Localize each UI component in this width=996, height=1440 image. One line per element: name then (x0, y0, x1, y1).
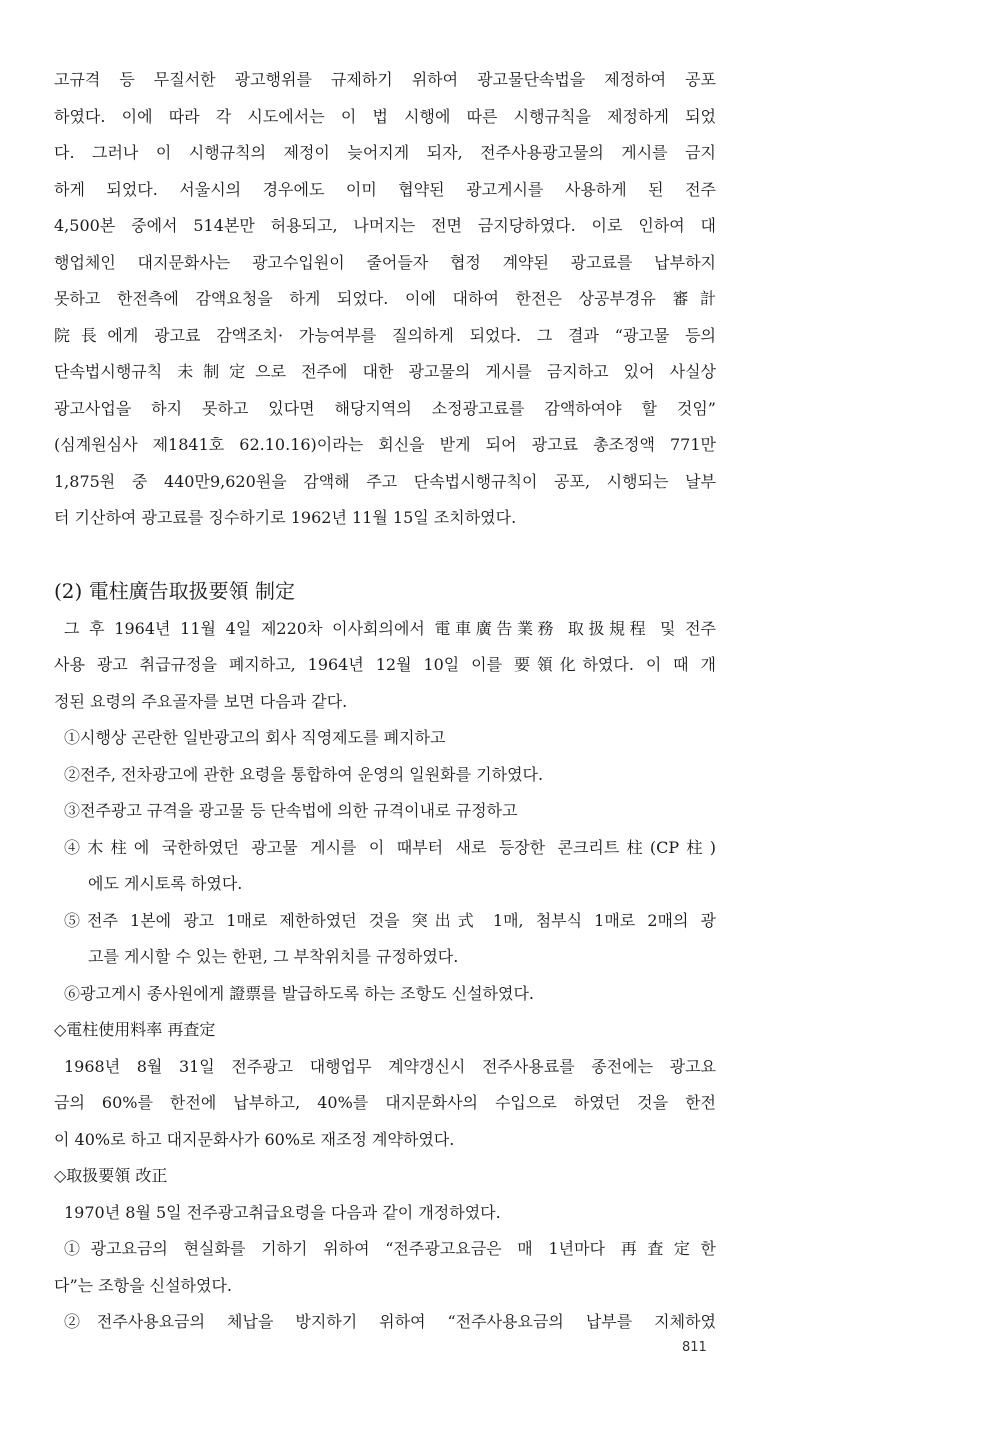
text-line: 1968년 8월 31일 전주광고 대행업무 계약갱신시 전주사용료를 종전에는 광고요 (64, 1056, 716, 1076)
text-line: 1970년 8월 5일 전주광고취급요령을 다음과 같이 개정하였다. (64, 1202, 501, 1222)
text-line: (심계원심사 제1841호 62.10.16)이라는 회신을 받게 되어 광고료 총조정액 771만 (54, 435, 716, 454)
text-line: 이 40%로 하고 대지문화사가 60%로 재조정 계약하였다. (54, 1129, 455, 1149)
text-line: 다”는 조항을 신설하였다. (54, 1275, 232, 1295)
text-line: 사용 광고 취급규정을 폐지하고, 1964년 12월 10일 이를 要領化하였다. 이 때 개 (54, 655, 716, 674)
text-line: 다. 그러나 이 시행규칙의 제정이 늦어지게 되자, 전주사용광고물의 게시를 금지 (54, 143, 716, 162)
subsection-title: ◇取扱要領 改正 (54, 1166, 168, 1185)
document-page (54, 62, 716, 1341)
text-line: 하게 되었다. 서울시의 경우에도 이미 협약된 광고게시를 사용하게 된 전주 (54, 179, 716, 199)
list-item-continuation: 고를 게시할 수 있는 한편, 그 부착위치를 규정하였다. (88, 947, 459, 966)
text-line: 금의 60%를 한전에 납부하고, 40%를 대지문화사의 수입으로 하였던 것을 한전 (54, 1093, 716, 1112)
list-item: ④木柱에 국한하였던 광고물 게시를 이 때부터 새로 등장한 콘크리트柱(CP柱) (64, 837, 716, 857)
list-item: ②전주, 전차광고에 관한 요령을 통합하여 운영의 일원화를 기하였다. (64, 764, 544, 784)
text-line: 4,500본 중에서 514본만 허용되고, 나머지는 전면 금지당하였다. 이로 인하여 대 (54, 216, 716, 235)
item-list (54, 720, 716, 1012)
list-item: ⑥광고게시 종사원에게 證票를 발급하도록 하는 조항도 신설하였다. (64, 983, 535, 1003)
paragraph-2 (54, 611, 716, 721)
paragraph-1 (54, 62, 716, 537)
list-item-continuation: 에도 게시토록 하였다. (88, 874, 243, 893)
subsection-title: ◇電柱使用料率 再査定 (54, 1020, 216, 1039)
text-line: 하였다. 이에 따라 각 시도에서는 이 법 시행에 따른 시행규칙을 제정하게 되었 (54, 106, 716, 126)
text-line: 院長에게 광고료 감액조치· 가능여부를 질의하게 되었다. 그 결과 “광고물 등의 (54, 325, 716, 345)
text-line: 그 후 1964년 11월 4일 제220차 이사회의에서 電車廣告業務 取扱規程 및 전주 (64, 618, 716, 638)
text-line: 고규격 등 무질서한 광고행위를 규제하기 위하여 광고물단속법을 제정하여 공포 (54, 70, 716, 89)
text-line: 못하고 한전측에 감액요청을 하게 되었다. 이에 대하여 한전은 상공부경유 審計 (54, 289, 716, 308)
section-title: (2) 電柱廣告取扱要領 制定 (54, 578, 296, 603)
page-number: 811 (682, 1340, 707, 1355)
text-line: 1,875원 중 440만9,620원을 감액해 주고 단속법시행규칙이 공포, 시행되는 날부 (54, 471, 716, 491)
subsection-guideline-revision (54, 1158, 716, 1341)
list-item: ③전주광고 규격을 광고물 등 단속법에 의한 규격이내로 규정하고 (64, 801, 518, 820)
text-line: 행업체인 대지문화사는 광고수입원이 줄어들자 협정 계약된 광고료를 납부하지 (54, 252, 716, 272)
text-line: 터 기산하여 광고료를 징수하기로 1962년 11월 15일 조치하였다. (54, 508, 517, 527)
text-line: 광고사업을 하지 못하고 있다면 해당지역의 소정광고료를 감액하여야 할 것임” (54, 398, 716, 418)
list-item: ⑤전주 1본에 광고 1매로 제한하였던 것을 突出式 1매, 첨부식 1매로 2매의 광 (64, 910, 716, 930)
text-line: 정된 요령의 주요골자를 보면 다음과 같다. (54, 691, 348, 711)
text-line: ②전주사용요금의 체납을 방지하기 위하여 “전주사용요금의 납부를 지체하였 (64, 1312, 716, 1331)
list-item: ①시행상 곤란한 일반광고의 회사 직영제도를 폐지하고 (64, 728, 446, 747)
text-line: 단속법시행규칙 未制定으로 전주에 대한 광고물의 게시를 금지하고 있어 사실상 (54, 362, 716, 381)
subsection-usage-rate (54, 1012, 716, 1158)
text-line: ①광고요금의 현실화를 기하기 위하여 “전주광고요금은 매 1년마다 再査定한 (64, 1239, 716, 1258)
